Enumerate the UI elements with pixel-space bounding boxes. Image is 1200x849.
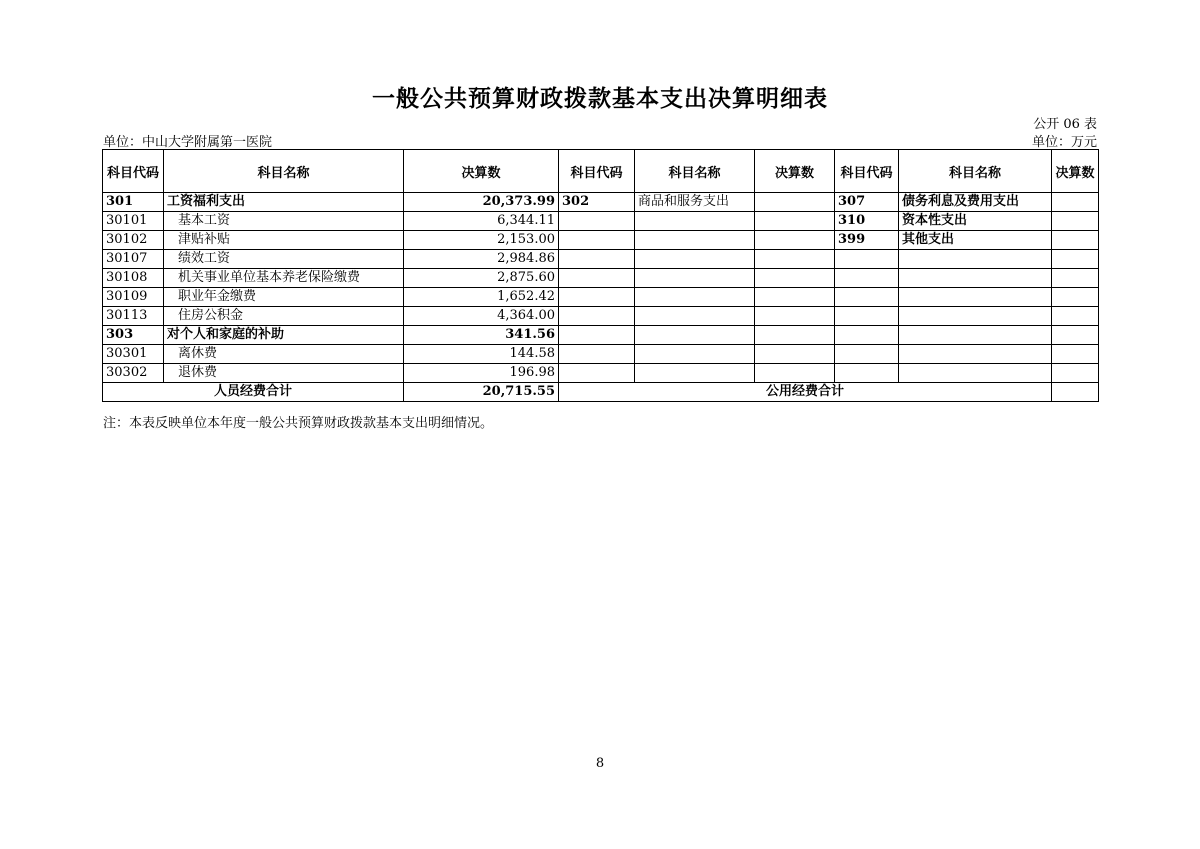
personnel-total-label: 人员经费合计 — [103, 383, 404, 402]
row-name-2 — [635, 231, 755, 250]
table-row — [103, 269, 1099, 288]
row-name-3 — [899, 307, 1052, 326]
currency-unit-label: 单位：万元 — [1031, 135, 1097, 150]
row-amount-2 — [755, 307, 835, 326]
expenditure-table — [102, 149, 1099, 402]
row-code-2: 302 — [559, 193, 635, 212]
row-amount-3 — [1052, 231, 1099, 250]
row-code: 30108 — [103, 269, 164, 288]
header-code-3: 科目代码 — [835, 150, 899, 193]
row-amount-3 — [1052, 250, 1099, 269]
row-amount-2 — [755, 193, 835, 212]
header-name-2: 科目名称 — [635, 150, 755, 193]
row-code-3: 307 — [835, 193, 899, 212]
row-amount-2 — [755, 288, 835, 307]
row-name: 基本工资 — [164, 212, 404, 231]
row-code: 30101 — [103, 212, 164, 231]
row-amount-3 — [1052, 307, 1099, 326]
row-name-2 — [635, 345, 755, 364]
row-amount: 4,364.00 — [404, 307, 559, 326]
row-amount-3 — [1052, 212, 1099, 231]
table-row — [103, 307, 1099, 326]
row-amount-2 — [755, 345, 835, 364]
row-name-3 — [899, 364, 1052, 383]
row-code-3: 399 — [835, 231, 899, 250]
row-amount: 2,984.86 — [404, 250, 559, 269]
row-code-2 — [559, 364, 635, 383]
row-amount-2 — [755, 212, 835, 231]
table-row — [103, 193, 1099, 212]
row-code-2 — [559, 231, 635, 250]
row-amount: 341.56 — [404, 326, 559, 345]
row-amount: 1,652.42 — [404, 288, 559, 307]
row-name: 职业年金缴费 — [164, 288, 404, 307]
table-row — [103, 212, 1099, 231]
table-row — [103, 250, 1099, 269]
row-amount-3 — [1052, 326, 1099, 345]
row-amount: 20,373.99 — [404, 193, 559, 212]
row-amount: 2,875.60 — [404, 269, 559, 288]
header-amount-3: 决算数 — [1052, 150, 1099, 193]
row-name-3 — [899, 326, 1052, 345]
table-header-row — [103, 150, 1099, 193]
header-name-3: 科目名称 — [899, 150, 1052, 193]
table-row — [103, 345, 1099, 364]
row-code-2 — [559, 307, 635, 326]
form-number: 公开 06 表 — [1033, 117, 1097, 132]
row-amount-2 — [755, 364, 835, 383]
row-code-2 — [559, 288, 635, 307]
row-code: 30109 — [103, 288, 164, 307]
personnel-total-amount: 20,715.55 — [404, 383, 559, 402]
row-amount-3 — [1052, 269, 1099, 288]
row-code-3 — [835, 364, 899, 383]
row-name-3: 其他支出 — [899, 231, 1052, 250]
table-row — [103, 288, 1099, 307]
row-name-2 — [635, 288, 755, 307]
row-amount: 2,153.00 — [404, 231, 559, 250]
row-name-3: 资本性支出 — [899, 212, 1052, 231]
row-code: 303 — [103, 326, 164, 345]
row-name: 机关事业单位基本养老保险缴费 — [164, 269, 404, 288]
row-name-2 — [635, 307, 755, 326]
row-name: 退休费 — [164, 364, 404, 383]
row-amount-2 — [755, 250, 835, 269]
row-amount-2 — [755, 326, 835, 345]
table-note: 注：本表反映单位本年度一般公共预算财政拨款基本支出明细情况。 — [103, 416, 494, 431]
row-name-3 — [899, 288, 1052, 307]
row-code-3 — [835, 288, 899, 307]
row-amount-3 — [1052, 193, 1099, 212]
row-code: 301 — [103, 193, 164, 212]
row-amount-2 — [755, 231, 835, 250]
public-total-amount — [1052, 383, 1099, 402]
row-amount-3 — [1052, 345, 1099, 364]
row-name-3 — [899, 250, 1052, 269]
row-code: 30113 — [103, 307, 164, 326]
row-name-3 — [899, 345, 1052, 364]
row-name-2 — [635, 212, 755, 231]
row-code-3: 310 — [835, 212, 899, 231]
row-amount: 6,344.11 — [404, 212, 559, 231]
row-code-2 — [559, 345, 635, 364]
row-code-3 — [835, 326, 899, 345]
row-amount: 196.98 — [404, 364, 559, 383]
row-amount: 144.58 — [404, 345, 559, 364]
table-row — [103, 326, 1099, 345]
row-amount-3 — [1052, 364, 1099, 383]
header-amount-2: 决算数 — [755, 150, 835, 193]
page-number: 8 — [595, 756, 605, 771]
row-name: 工资福利支出 — [164, 193, 404, 212]
row-code-2 — [559, 250, 635, 269]
header-code-1: 科目代码 — [103, 150, 164, 193]
unit-label: 单位：中山大学附属第一医院 — [103, 135, 273, 150]
row-name-2 — [635, 269, 755, 288]
header-name-1: 科目名称 — [164, 150, 404, 193]
row-code-2 — [559, 326, 635, 345]
page-title: 一般公共预算财政拨款基本支出决算明细表 — [372, 85, 828, 112]
row-name-2: 商品和服务支出 — [635, 193, 755, 212]
table-row — [103, 231, 1099, 250]
row-code-3 — [835, 250, 899, 269]
public-total-label: 公用经费合计 — [559, 383, 1052, 402]
row-code-3 — [835, 345, 899, 364]
row-code: 30301 — [103, 345, 164, 364]
row-name-2 — [635, 364, 755, 383]
row-name: 住房公积金 — [164, 307, 404, 326]
header-code-2: 科目代码 — [559, 150, 635, 193]
row-amount-2 — [755, 269, 835, 288]
header-amount-1: 决算数 — [404, 150, 559, 193]
row-name: 津贴补贴 — [164, 231, 404, 250]
row-code: 30107 — [103, 250, 164, 269]
row-code: 30102 — [103, 231, 164, 250]
row-code-3 — [835, 307, 899, 326]
row-name: 对个人和家庭的补助 — [164, 326, 404, 345]
row-code-3 — [835, 269, 899, 288]
row-name-2 — [635, 250, 755, 269]
row-name: 离休费 — [164, 345, 404, 364]
row-code-2 — [559, 269, 635, 288]
row-name-3 — [899, 269, 1052, 288]
row-code-2 — [559, 212, 635, 231]
row-code: 30302 — [103, 364, 164, 383]
row-name-2 — [635, 326, 755, 345]
table-row — [103, 364, 1099, 383]
row-name-3: 债务利息及费用支出 — [899, 193, 1052, 212]
row-name: 绩效工资 — [164, 250, 404, 269]
row-amount-3 — [1052, 288, 1099, 307]
totals-row — [103, 383, 1099, 402]
